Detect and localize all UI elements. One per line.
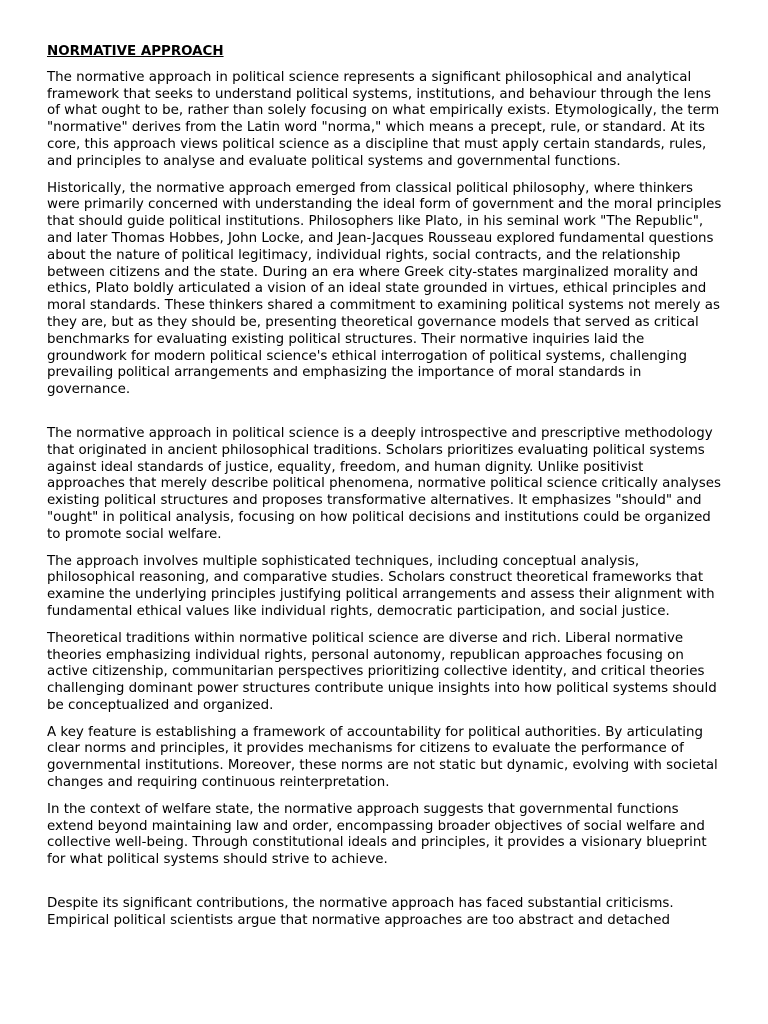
paragraph-welfare-state: In the context of welfare state, the normative approach suggests that governmental functions extend beyond maintaining law and order, encompassing broader objectives of social welfare and collective well-being. Through constitutional ideals and principles, it provides a visionary blueprint for what political systems should strive to achieve.: [47, 801, 707, 868]
document-page: [47, 40, 723, 940]
paragraph-history: Historically, the normative approach emerged from classical political philosophy, where thinkers were primarily concerned with understanding the ideal form of government and the moral principles that should guide political institutions. Philosophers like Plato, in his seminal work "The Republic", and later Thomas Hobbes, John Locke, and Jean-Jacques Rousseau explored fundamental questions about the nature of political legitimacy, individual rights, social contracts, and the relationship between citizens and the state. During an era where Greek city-states marginalized morality and ethics, Plato boldly articulated a vision of an ideal state grounded in virtues, ethical principles and moral standards. These thinkers shared a commitment to examining political systems not merely as they are, but as they should be, presenting theoretical governance models that served as critical benchmarks for evaluating existing political structures. Their normative inquiries laid the groundwork for modern political science's ethical interrogation of political systems, challenging prevailing political arrangements and emphasizing the importance of moral standards in governance.: [47, 180, 722, 398]
paragraph-definition: The normative approach in political science represents a significant philosophical and analytical framework that seeks to understand political systems, institutions, and behaviour through the lens of what ought to be, rather than solely focusing on what empirically exists. Etymologically, the term "normative" derives from the Latin word "norma," which means a precept, rule, or standard. At its core, this approach views political science as a discipline that must apply certain standards, rules, and principles to analyse and evaluate political systems and governmental functions.: [47, 69, 720, 169]
paragraph-methodology: The normative approach in political science is a deeply introspective and prescriptive methodology that originated in ancient philosophical traditions. Scholars prioritizes evaluating political systems against ideal standards of justice, equality, freedom, and human dignity. Unlike positivist approaches that merely describe political phenomena, normative political science critically analyses existing political structures and proposes transformative alternatives. It emphasizes "should" and "ought" in political analysis, focusing on how political decisions and institutions could be organized to promote social welfare.: [47, 425, 721, 542]
paragraph-techniques: The approach involves multiple sophisticated techniques, including conceptual analysis, philosophical reasoning, and comparative studies. Scholars construct theoretical frameworks that examine the underlying principles justifying political arrangements and assess their alignment with fundamental ethical values like individual rights, democratic participation, and social justice.: [47, 553, 715, 619]
document-title: NORMATIVE APPROACH: [47, 44, 224, 59]
paragraph-accountability: A key feature is establishing a framework of accountability for political authorities. By articulating clear norms and principles, it provides mechanisms for citizens to evaluate the performance of governmental institutions. Moreover, these norms are not static but dynamic, evolving with societal changes and requiring continuous reinterpretation.: [47, 724, 718, 791]
paragraph-traditions: Theoretical traditions within normative political science are diverse and rich. Liberal normative theories emphasizing individual rights, personal autonomy, republican approaches focusing on active citizenship, communitarian perspectives prioritizing collective identity, and critical theories challenging dominant power structures contribute unique insights into how political systems should be conceptualized and organized.: [47, 630, 717, 713]
paragraph-criticisms: Despite its significant contributions, the normative approach has faced substantial criticisms. Empirical political scientists argue that normative approaches are too abstract and detached: [47, 896, 674, 928]
